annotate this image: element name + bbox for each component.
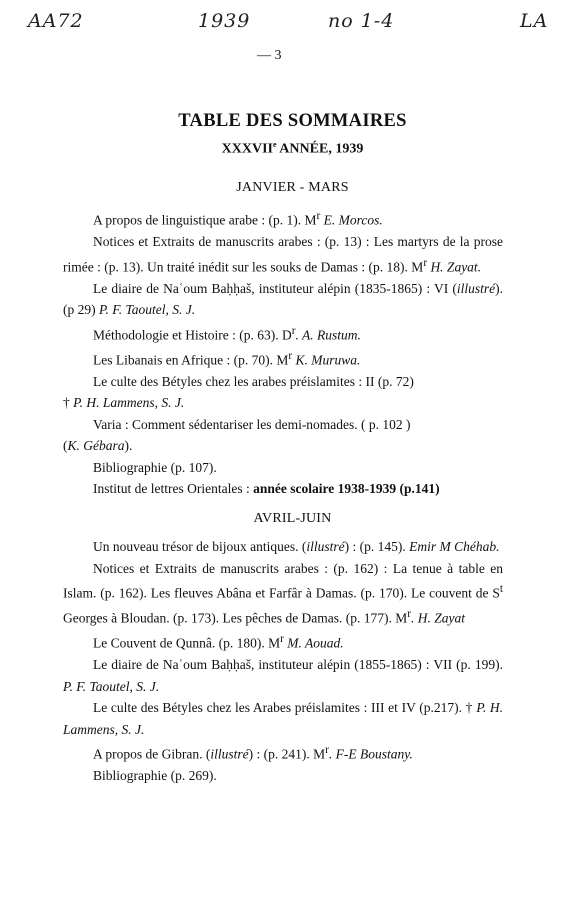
handwritten-note: no 1-4 (328, 10, 395, 32)
toc-entry: Les Libanais en Afrique : (p. 70). $M^r$ K. Muruwa. (93, 349, 361, 367)
section-heading: AVRIL-JUIN (253, 511, 332, 526)
toc-entry: Le diaire de Naʿoum Baḥḥaš, instituteur alépin (1855-1865) : VII (p. 199). P. F. Taoutel, S. J. (63, 657, 503, 694)
year-rest: ANNÉE, 1939 (276, 141, 364, 157)
page-number: — 3 (257, 48, 282, 63)
toc-entry: A propos de linguistique arabe : (p. 1). $M^r$ E. Morcos. (93, 210, 383, 228)
toc-entry: Le culte des Bétyles chez les Arabes préislamites : III et IV (p.217). † P. H. Lammens, S. J. (63, 700, 503, 737)
toc-entry: Le culte des Bétyles chez les arabes préislamites : II (p. 72) (93, 373, 414, 389)
section-entries (63, 206, 503, 500)
year-roman: XXXVII (221, 141, 274, 157)
toc-entry: Méthodologie et Histoire : (p. 63). $D^r$. A. Rustum. (93, 324, 361, 342)
toc-entry: Un nouveau trésor de bijoux antiques. (illustré) : (p. 145). Emir M Chéhab. (93, 539, 500, 554)
year-heading (0, 140, 585, 158)
toc-entry: Institut de lettres Orientales : année scolaire 1938-1939 (p.141) (93, 481, 440, 496)
section-entries (63, 536, 503, 787)
page-title: TABLE DES SOMMAIRES (178, 111, 407, 131)
section-heading: JANVIER - MARS (236, 180, 349, 195)
toc-entry-cont: † P. H. Lammens, S. J. (63, 395, 185, 410)
toc-entry: Notices et Extraits de manuscrits arabes : (p. 162) : La tenue à table en Islam. (p. 162). Les fleuves Abâna et Farfâr à Damas. (p. 170). Le couvent de $S^t$ Georges à Bloudan. (p. 173). Les pêches de Damas. (p. 177). $M^r$. H. Zayat (63, 560, 503, 626)
toc-entry: A propos de Gibran. (illustré) : (p. 241). $M^r$. F-E Boustany. (93, 744, 413, 762)
toc-entry: Notices et Extraits de manuscrits arabes : (p. 13) : Les martyrs de la prose rimée : (p. 13). Un traité inédit sur les souks de Damas : (p. 18). $M^r$ H. Zayat. (63, 234, 503, 274)
toc-entry: Bibliographie (p. 107). (93, 459, 217, 475)
toc-entry: Le diaire de Naʿoum Baḥḥaš, instituteur alépin (1835-1865) : VI (illustré). (p 29) P. F. Taoutel, S. J. (63, 280, 503, 317)
toc-entry: Varia : Comment sédentariser les demi-nomades. ( p. 102 ) (93, 416, 411, 432)
toc-entry: Le Couvent de Qunnâ. (p. 180). $M^r$ M. Aouad. (93, 633, 344, 651)
handwritten-note: LA (520, 10, 549, 32)
toc-entry-cont: (K. Gébara). (63, 438, 133, 453)
handwritten-note: AA72 (28, 10, 84, 32)
toc-entry: Bibliographie (p. 269). (93, 768, 217, 783)
handwritten-note: 1939 (198, 10, 251, 32)
year-sup: e (273, 140, 277, 149)
